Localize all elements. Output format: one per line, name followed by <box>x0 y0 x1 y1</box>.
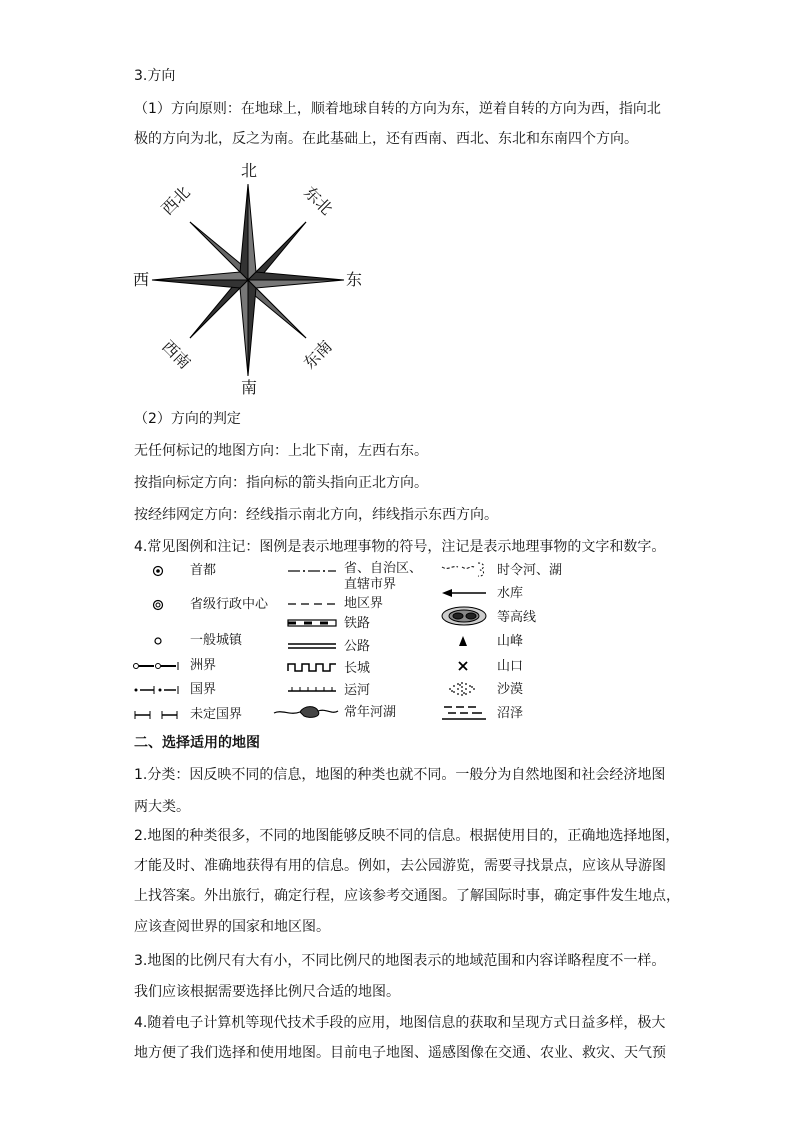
compass-label-south: 南 <box>241 378 258 397</box>
province-border-icon <box>286 565 338 577</box>
rule-pointer: 按指向标定方向：指向标的箭头指向正北方向。 <box>134 475 428 491</box>
paragraph-2-line-2: 才能及时、准确地获得有用的信息。例如，去公园游览，需要寻找景点，应该从导游图 <box>134 858 666 874</box>
compass-label-northeast: 东北 <box>300 182 337 219</box>
swamp-icon <box>440 704 488 722</box>
paragraph-3-line-2: 我们应该根据需要选择比例尺合适的地图。 <box>134 984 400 1000</box>
compass-star-icon <box>128 160 368 400</box>
classification-line-1: 1.分类：因反映不同的信息，地图的种类也就不同。一般分为自然地图和社会经济地图 <box>134 767 666 783</box>
compass-rose <box>128 160 368 400</box>
legend-contour: 等高线 <box>497 610 537 625</box>
legend-capital: 首都 <box>190 563 217 578</box>
legend-pass: 山口 <box>497 659 524 674</box>
undefined-border-icon <box>132 708 182 722</box>
legend-town: 一般城镇 <box>190 633 243 648</box>
district-border-icon <box>286 598 338 610</box>
legend-canal: 运河 <box>344 683 371 698</box>
paragraph-4-line-1: 4.随着电子计算机等现代技术手段的应用，地图信息的获取和呈现方式日益多样，极大 <box>134 1015 666 1031</box>
compass-label-west: 西 <box>133 270 150 289</box>
desert-icon <box>442 679 482 699</box>
legend-undefined-border: 未定国界 <box>190 707 243 722</box>
direction-judge-title: （2）方向的判定 <box>134 411 241 427</box>
town-icon <box>148 633 168 649</box>
rule-graticule: 按经纬网定方向：经线指示南北方向，纬线指示东西方向。 <box>134 507 498 523</box>
capital-symbol-icon <box>148 563 168 579</box>
legend-national-border: 国界 <box>190 682 217 697</box>
compass-label-north: 北 <box>241 161 258 180</box>
section-3-title: 3.方向 <box>134 68 176 84</box>
direction-principle-line-2: 极的方向为北，反之为南。在此基础上，还有西南、西北、东北和东南四个方向。 <box>134 131 638 147</box>
direction-principle-line-1: （1）方向原则：在地球上，顺着地球自转的方向为东，逆着自转的方向为西，指向北 <box>134 101 661 117</box>
section-2-title: 二、选择适用的地图 <box>134 735 260 751</box>
provincial-capital-icon <box>148 597 168 613</box>
legend-desert: 沙漠 <box>497 682 524 697</box>
contour-icon <box>440 605 488 627</box>
legend-seasonal-river: 时令河、湖 <box>497 563 563 578</box>
national-border-icon <box>132 683 182 697</box>
legend-railway: 铁路 <box>344 616 371 631</box>
compass-label-northwest: 西北 <box>157 182 194 219</box>
canal-icon <box>286 683 338 695</box>
seasonal-river-icon <box>440 561 488 579</box>
legend-title: 4.常见图例和注记：图例是表示地理事物的符号，注记是表示地理事物的文字和数字。 <box>134 539 666 555</box>
compass-label-east: 东 <box>346 270 363 289</box>
legend-swamp: 沼泽 <box>497 706 524 721</box>
compass-label-southeast: 东南 <box>299 336 336 373</box>
continent-border-icon <box>132 659 182 673</box>
pass-icon <box>456 659 470 673</box>
paragraph-2-line-3: 上找答案。外出旅行，确定行程，应该参考交通图。了解国际时事，确定事件发生地点， <box>134 888 680 904</box>
legend-continent-border: 洲界 <box>190 658 217 673</box>
railway-icon <box>286 617 338 629</box>
rule-no-marks: 无任何标记的地图方向：上北下南，左西右东。 <box>134 443 428 459</box>
paragraph-3-line-1: 3.地图的比例尺有大有小，不同比例尺的地图表示的地域范围和内容详略程度不一样。 <box>134 953 666 969</box>
legend-reservoir: 水库 <box>497 586 524 601</box>
perennial-lake-icon <box>272 703 340 721</box>
legend-provincial-capital: 省级行政中心 <box>190 597 269 612</box>
reservoir-icon <box>440 586 488 600</box>
compass-label-southwest: 西南 <box>158 336 195 373</box>
legend-province-border-2: 直辖市界 <box>344 577 397 592</box>
legend-highway: 公路 <box>344 639 371 654</box>
legend-district-border: 地区界 <box>344 596 384 611</box>
highway-icon <box>286 640 338 652</box>
great-wall-icon <box>286 660 338 674</box>
legend-province-border-1: 省、自治区、 <box>344 561 423 576</box>
classification-line-2: 两大类。 <box>134 799 190 815</box>
legend-great-wall: 长城 <box>344 661 371 676</box>
legend-perennial-lake: 常年河湖 <box>344 705 397 720</box>
legend-peak: 山峰 <box>497 634 524 649</box>
paragraph-4-line-2: 地方便了我们选择和使用地图。目前电子地图、遥感图像在交通、农业、救灾、天气预 <box>134 1045 666 1061</box>
peak-icon <box>456 634 470 648</box>
paragraph-2-line-4: 应该查阅世界的国家和地区图。 <box>134 919 330 935</box>
paragraph-2-line-1: 2.地图的种类很多，不同的地图能够反映不同的信息。根据使用目的，正确地选择地图， <box>134 828 680 844</box>
